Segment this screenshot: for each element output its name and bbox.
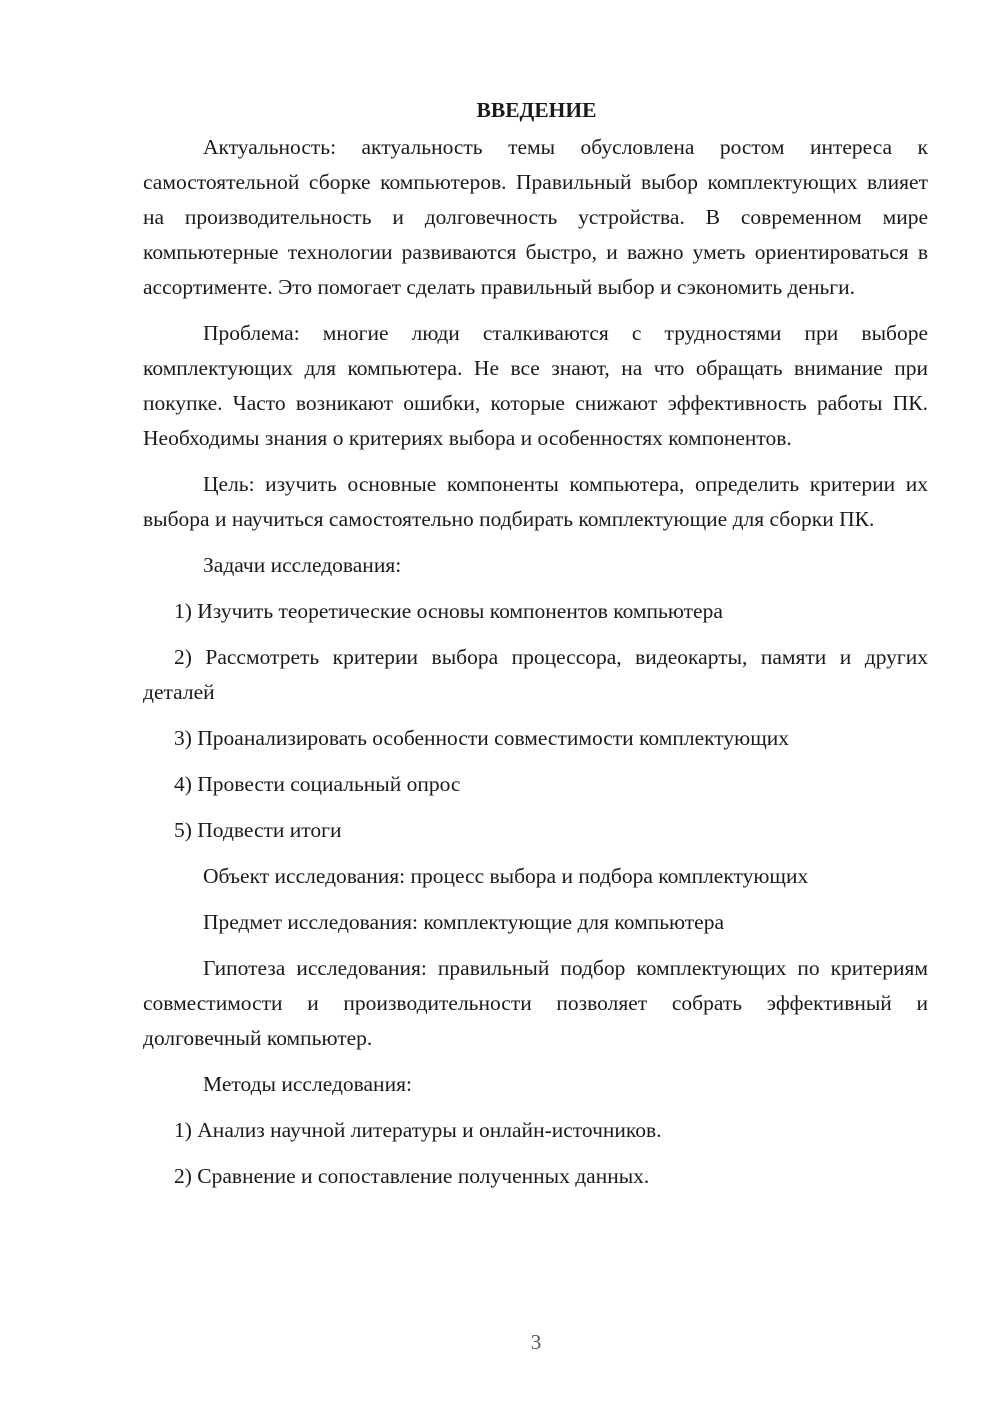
research-subject: Предмет исследования: комплектующие для компьютера xyxy=(203,910,725,934)
methods-heading: Методы исследования: xyxy=(203,1072,412,1096)
research-hypothesis: Гипотеза исследования: правильный подбор комплектующих по критериям совместимости и производительности позволяет собрать эффективный и долговечный компьютер. xyxy=(143,956,928,1050)
paragraph-problem: Проблема: многие люди сталкиваются с трудностями при выборе комплектующих для компьютера. Не все знают, на что обращать внимание при покупке. Часто возникают ошибки, которые снижают эффективность работы ПК. Необходимы знания о критериях выбора и особенностях компонентов. xyxy=(143,321,928,450)
section-title: ВВЕДЕНИЕ xyxy=(476,98,597,122)
method-item-2: 2) Сравнение и сопоставление полученных данных. xyxy=(174,1164,650,1188)
tasks-heading: Задачи исследования: xyxy=(203,553,402,577)
task-item-2: 2) Рассмотреть критерии выбора процессора, видеокарты, памяти и других деталей xyxy=(143,645,928,704)
task-item-1: 1) Изучить теоретические основы компонентов компьютера xyxy=(174,599,723,623)
method-item-1: 1) Анализ научной литературы и онлайн-источников. xyxy=(174,1118,662,1142)
task-item-3: 3) Проанализировать особенности совместимости комплектующих xyxy=(174,726,790,750)
research-object: Объект исследования: процесс выбора и подбора комплектующих xyxy=(203,864,809,888)
paragraph-goal: Цель: изучить основные компоненты компьютера, определить критерии их выбора и научиться самостоятельно подбирать комплектующие для сборки ПК. xyxy=(143,472,928,531)
document-page xyxy=(143,93,928,1205)
task-item-5: 5) Подвести итоги xyxy=(174,818,342,842)
paragraph-relevance: Актуальность: актуальность темы обусловлена ростом интереса к самостоятельной сборке компьютеров. Правильный выбор комплектующих влияет на производительность и долговечность устройства. В современном мире компьютерные технологии развиваются быстро, и важно уметь ориентироваться в ассортименте. Это помогает сделать правильный выбор и сэкономить деньги. xyxy=(143,135,928,299)
page-number: 3 xyxy=(530,1330,542,1354)
task-item-4: 4) Провести социальный опрос xyxy=(174,772,461,796)
